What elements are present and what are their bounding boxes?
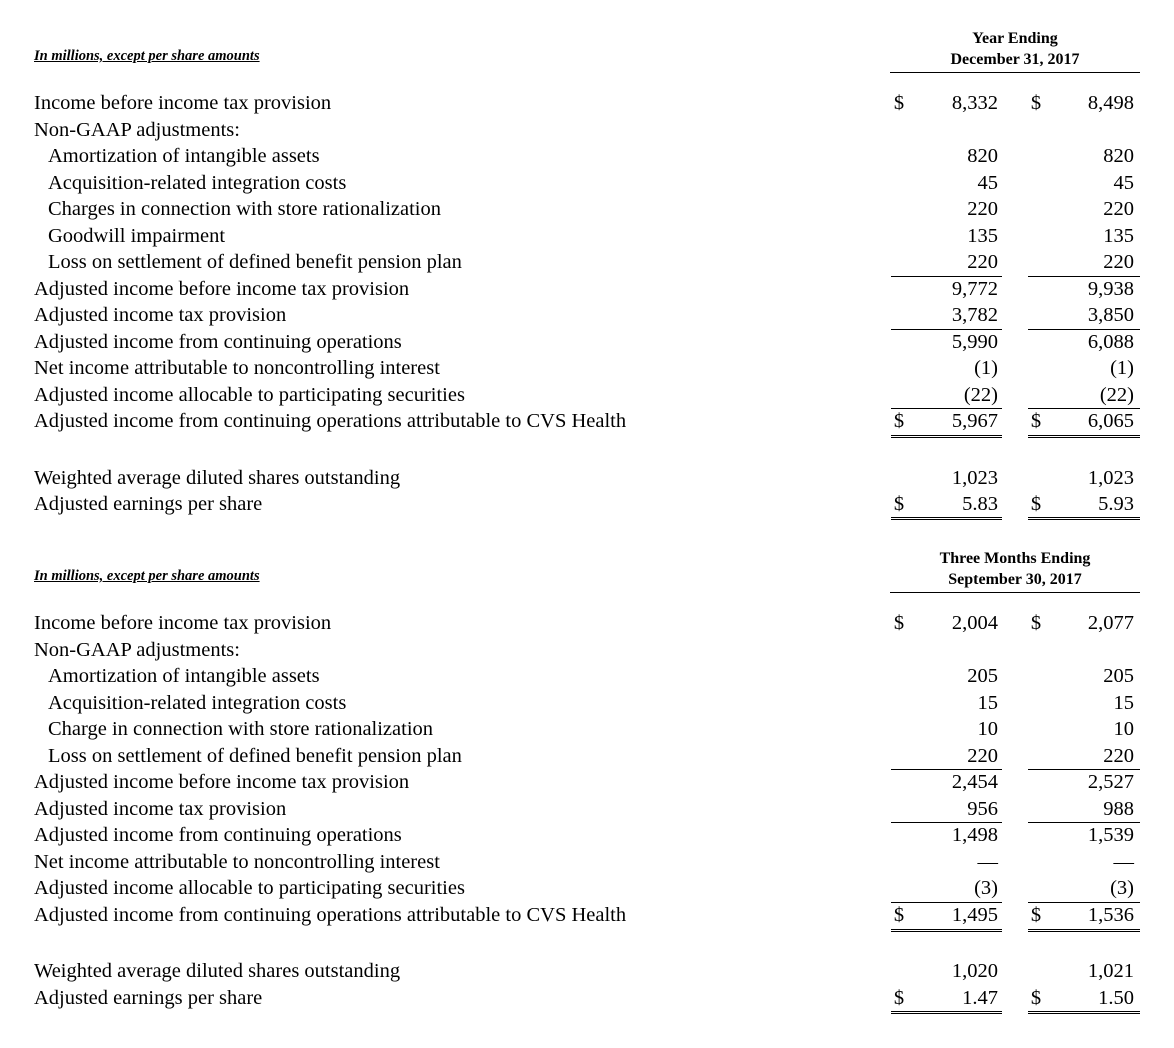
value-col-2: 1,539	[1087, 824, 1134, 846]
row-label: Adjusted income tax provision	[34, 304, 287, 326]
currency-symbol: $	[893, 92, 905, 114]
table-row	[0, 465, 1174, 491]
currency-symbol: $	[893, 612, 905, 634]
value-col-2: 135	[1103, 224, 1134, 247]
value-col-2: 1.50	[1098, 986, 1134, 1009]
row-label: Income before income tax provision	[34, 92, 332, 114]
currency-symbol: $	[893, 986, 905, 1009]
table-row	[0, 796, 1174, 822]
currency-symbol: $	[1030, 493, 1042, 515]
value-col-2: 820	[1103, 145, 1134, 167]
value-col-1: (3)	[974, 877, 998, 899]
value-col-2: (3)	[1110, 877, 1134, 899]
value-col-1: —	[977, 850, 998, 873]
value-col-2: —	[1113, 850, 1134, 873]
value-col-1: 1,498	[951, 824, 998, 846]
value-col-1: 5.83	[962, 493, 998, 515]
value-col-1: 220	[967, 251, 998, 273]
row-label: Net income attributable to noncontrolling interest	[34, 850, 440, 873]
value-col-1: 220	[967, 198, 998, 220]
column-header-line: December 31, 2017	[950, 51, 1080, 68]
row-label: Amortization of intangible assets	[48, 665, 320, 687]
currency-symbol: $	[893, 493, 905, 515]
row-label: Adjusted income from continuing operations	[34, 330, 402, 353]
row-label: Adjusted income from continuing operations	[34, 824, 402, 846]
value-col-2: 988	[1103, 797, 1134, 820]
table-row	[0, 408, 1174, 434]
table-row	[0, 276, 1174, 302]
table-caption: In millions, except per share amounts	[34, 568, 260, 584]
value-col-1: 9,772	[951, 277, 998, 300]
value-col-1: 956	[967, 797, 998, 820]
value-col-2: 1,023	[1087, 466, 1134, 489]
table-row	[0, 170, 1174, 196]
value-col-1: 1,020	[951, 960, 998, 982]
value-col-2: 45	[1113, 171, 1134, 194]
value-col-1: 820	[967, 145, 998, 167]
currency-symbol: $	[1030, 612, 1042, 634]
value-col-1: 205	[967, 665, 998, 687]
column-header	[890, 28, 1140, 73]
column-header-line: September 30, 2017	[948, 571, 1082, 588]
currency-symbol: $	[893, 903, 905, 926]
row-label: Charge in connection with store rationalization	[48, 718, 434, 740]
currency-symbol: $	[1030, 986, 1042, 1009]
row-label: Weighted average diluted shares outstanding	[34, 466, 401, 489]
value-col-2: 3,850	[1087, 304, 1134, 326]
value-col-2: 220	[1103, 744, 1134, 767]
row-label: Weighted average diluted shares outstanding	[34, 960, 401, 982]
value-col-1: 5,990	[951, 330, 998, 353]
table-row	[0, 875, 1174, 901]
value-col-2: 5.93	[1098, 493, 1134, 515]
row-label: Amortization of intangible assets	[48, 145, 320, 167]
value-col-2: 6,065	[1087, 410, 1134, 432]
table-row	[0, 902, 1174, 928]
row-label: Adjusted earnings per share	[34, 493, 263, 515]
row-label: Loss on settlement of defined benefit pension plan	[48, 744, 462, 767]
row-label: Adjusted income before income tax provision	[34, 771, 410, 793]
table-row	[0, 329, 1174, 355]
table-row	[0, 958, 1174, 984]
value-col-1: 45	[977, 171, 998, 194]
table-row	[0, 249, 1174, 275]
value-col-2: 10	[1113, 718, 1134, 740]
table-row	[0, 117, 1174, 143]
column-header-line: Three Months Ending	[939, 550, 1091, 567]
table-row	[0, 143, 1174, 169]
row-label: Acquisition-related integration costs	[48, 691, 347, 714]
table-row	[0, 90, 1174, 116]
table-row	[0, 355, 1174, 381]
row-label: Adjusted earnings per share	[34, 986, 263, 1009]
row-label: Adjusted income tax provision	[34, 797, 287, 820]
currency-symbol: $	[1030, 92, 1042, 114]
table-row	[0, 196, 1174, 222]
value-col-1: 1,495	[951, 903, 998, 926]
value-col-2: 15	[1113, 691, 1134, 714]
table-row	[0, 985, 1174, 1011]
table-row	[0, 637, 1174, 663]
value-col-2: 220	[1103, 198, 1134, 220]
value-col-1: 1.47	[962, 986, 998, 1009]
row-label: Adjusted income allocable to participating securities	[34, 877, 465, 899]
value-col-2: 205	[1103, 665, 1134, 687]
row-label: Non-GAAP adjustments:	[34, 638, 240, 661]
currency-symbol: $	[1030, 903, 1042, 926]
table-row	[0, 491, 1174, 517]
row-label: Goodwill impairment	[48, 224, 226, 247]
column-header-line: Year Ending	[972, 30, 1058, 47]
value-col-2: (22)	[1099, 383, 1134, 406]
value-col-1: 15	[977, 691, 998, 714]
row-label: Charges in connection with store rationalization	[48, 198, 442, 220]
table-row	[0, 822, 1174, 848]
table-row	[0, 663, 1174, 689]
row-label: Non-GAAP adjustments:	[34, 118, 240, 141]
value-col-1: 135	[967, 224, 998, 247]
row-label: Loss on settlement of defined benefit pension plan	[48, 251, 462, 273]
table-row	[0, 610, 1174, 636]
value-col-1: 3,782	[951, 304, 998, 326]
value-col-1: 10	[977, 718, 998, 740]
value-col-1: 1,023	[951, 466, 998, 489]
value-col-1: 2,454	[951, 771, 998, 793]
table-row	[0, 769, 1174, 795]
table-row	[0, 223, 1174, 249]
value-col-2: 2,527	[1087, 771, 1134, 793]
row-label: Net income attributable to noncontrolling interest	[34, 357, 440, 379]
currency-symbol: $	[893, 410, 905, 432]
value-col-1: (1)	[974, 357, 998, 379]
table-row	[0, 849, 1174, 875]
value-col-1: (22)	[963, 383, 998, 406]
row-label: Adjusted income from continuing operations attributable to CVS Health	[34, 903, 627, 926]
value-col-2: 2,077	[1087, 612, 1134, 634]
row-label: Adjusted income allocable to participating securities	[34, 383, 465, 406]
value-col-2: 1,021	[1087, 960, 1134, 982]
table-caption: In millions, except per share amounts	[34, 48, 260, 64]
table-row	[0, 302, 1174, 328]
column-header	[890, 548, 1140, 593]
value-col-2: 1,536	[1087, 903, 1134, 926]
currency-symbol: $	[1030, 410, 1042, 432]
table-row	[0, 716, 1174, 742]
value-col-2: (1)	[1110, 357, 1134, 379]
value-col-1: 2,004	[951, 612, 998, 634]
row-label: Income before income tax provision	[34, 612, 332, 634]
value-col-2: 8,498	[1087, 92, 1134, 114]
row-label: Acquisition-related integration costs	[48, 171, 347, 194]
value-col-2: 220	[1103, 251, 1134, 273]
value-col-2: 6,088	[1087, 330, 1134, 353]
value-col-2: 9,938	[1087, 277, 1134, 300]
value-col-1: 8,332	[951, 92, 998, 114]
table-row	[0, 382, 1174, 408]
table-row	[0, 743, 1174, 769]
value-col-1: 220	[967, 744, 998, 767]
row-label: Adjusted income from continuing operations attributable to CVS Health	[34, 410, 627, 432]
value-col-1: 5,967	[951, 410, 998, 432]
table-row	[0, 690, 1174, 716]
row-label: Adjusted income before income tax provision	[34, 277, 410, 300]
